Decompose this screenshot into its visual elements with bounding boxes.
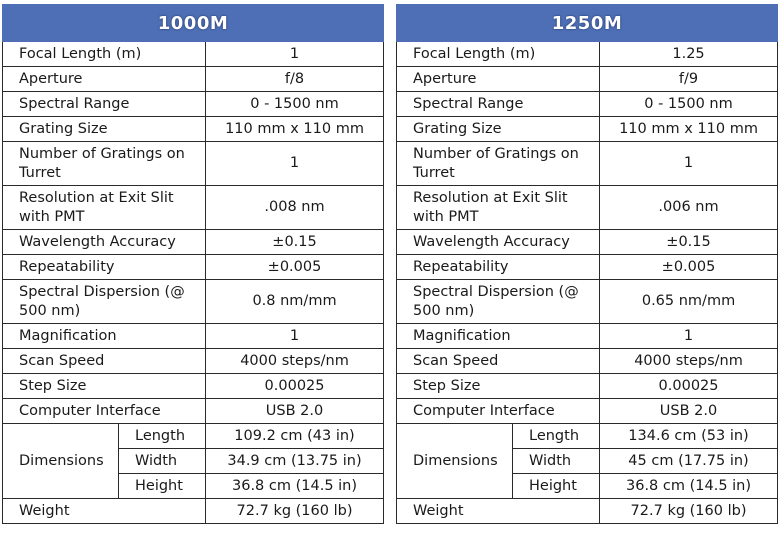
row-label: Computer Interface	[397, 399, 600, 424]
row-value: ±0.005	[206, 255, 384, 280]
row-label: Aperture	[3, 67, 206, 92]
row-value: .006 nm	[600, 186, 778, 230]
row-value: f/8	[206, 67, 384, 92]
sub-label: Height	[119, 474, 206, 499]
row-value: ±0.15	[206, 230, 384, 255]
row-label: Wavelength Accuracy	[3, 230, 206, 255]
row-value: 4000 steps/nm	[600, 349, 778, 374]
row-value: 1	[600, 324, 778, 349]
row-value: 45 cm (17.75 in)	[600, 449, 778, 474]
row-value: 36.8 cm (14.5 in)	[600, 474, 778, 499]
row-value: USB 2.0	[600, 399, 778, 424]
spec-table-1000m	[2, 4, 384, 524]
row-value: 1	[206, 324, 384, 349]
row-label: Spectral Range	[397, 92, 600, 117]
row-label: Grating Size	[3, 117, 206, 142]
row-label: Resolution at Exit Slit with PMT	[3, 186, 206, 230]
sub-label: Length	[513, 424, 600, 449]
dimensions-label: Dimensions	[3, 424, 119, 499]
row-label: Wavelength Accuracy	[397, 230, 600, 255]
sub-label: Width	[513, 449, 600, 474]
row-label: Magnification	[3, 324, 206, 349]
row-value: 134.6 cm (53 in)	[600, 424, 778, 449]
row-value: 72.7 kg (160 lb)	[206, 499, 384, 524]
row-value: 110 mm x 110 mm	[600, 117, 778, 142]
row-label: Computer Interface	[3, 399, 206, 424]
row-value: 0 - 1500 nm	[206, 92, 384, 117]
row-value: 0.8 nm/mm	[206, 280, 384, 324]
row-label: Repeatability	[3, 255, 206, 280]
row-value: 110 mm x 110 mm	[206, 117, 384, 142]
row-value: 0.00025	[600, 374, 778, 399]
row-label: Aperture	[397, 67, 600, 92]
row-value: USB 2.0	[206, 399, 384, 424]
row-value: 1	[600, 142, 778, 186]
row-label: Focal Length (m)	[397, 42, 600, 67]
row-value: .008 nm	[206, 186, 384, 230]
dimensions-label: Dimensions	[397, 424, 513, 499]
row-value: 1.25	[600, 42, 778, 67]
row-label: Number of Gratings on Turret	[397, 142, 600, 186]
row-value: 72.7 kg (160 lb)	[600, 499, 778, 524]
row-label: Number of Gratings on Turret	[3, 142, 206, 186]
sub-label: Length	[119, 424, 206, 449]
row-label: Step Size	[397, 374, 600, 399]
row-value: ±0.15	[600, 230, 778, 255]
row-label: Scan Speed	[3, 349, 206, 374]
row-value: f/9	[600, 67, 778, 92]
row-value: 0.00025	[206, 374, 384, 399]
row-label: Weight	[397, 499, 600, 524]
row-label: Magnification	[397, 324, 600, 349]
row-value: 0.65 nm/mm	[600, 280, 778, 324]
table-header: 1000M	[3, 5, 384, 42]
row-value: 1	[206, 42, 384, 67]
row-value: 4000 steps/nm	[206, 349, 384, 374]
row-value: 1	[206, 142, 384, 186]
row-value: ±0.005	[600, 255, 778, 280]
row-value: 0 - 1500 nm	[600, 92, 778, 117]
row-label: Repeatability	[397, 255, 600, 280]
row-label: Spectral Range	[3, 92, 206, 117]
row-value: 34.9 cm (13.75 in)	[206, 449, 384, 474]
row-value: 36.8 cm (14.5 in)	[206, 474, 384, 499]
sub-label: Width	[119, 449, 206, 474]
row-label: Resolution at Exit Slit with PMT	[397, 186, 600, 230]
row-value: 109.2 cm (43 in)	[206, 424, 384, 449]
sub-label: Height	[513, 474, 600, 499]
row-label: Weight	[3, 499, 206, 524]
row-label: Spectral Dispersion (@ 500 nm)	[397, 280, 600, 324]
table-header: 1250M	[397, 5, 778, 42]
row-label: Scan Speed	[397, 349, 600, 374]
spec-table-1250m	[396, 4, 778, 524]
row-label: Spectral Dispersion (@ 500 nm)	[3, 280, 206, 324]
row-label: Step Size	[3, 374, 206, 399]
row-label: Grating Size	[397, 117, 600, 142]
row-label: Focal Length (m)	[3, 42, 206, 67]
